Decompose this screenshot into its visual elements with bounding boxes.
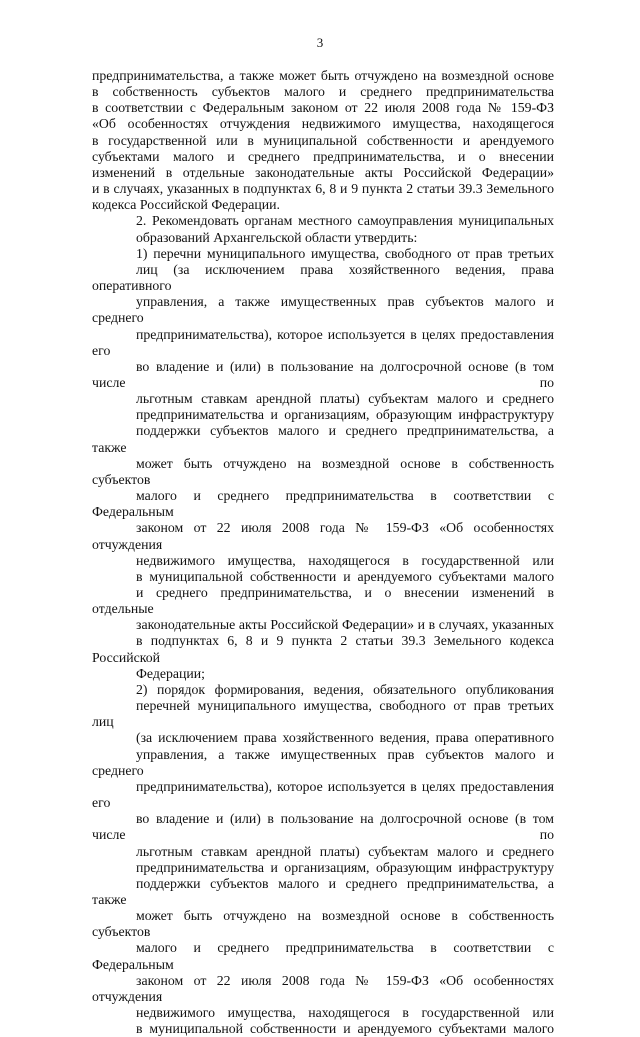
text-line: в соответствии с Федеральным законом от 22 июля 2008 года № 159-ФЗ — [92, 100, 554, 116]
document-body — [92, 68, 554, 1037]
text-line: может быть отчуждено на возмездной основе в собственность субъектов — [92, 908, 554, 940]
text-line: управления, а также имущественных прав субъектов малого и среднего — [92, 294, 554, 326]
text-line: законом от 22 июля 2008 года № 159-ФЗ «Об особенностях отчуждения — [92, 972, 554, 1004]
text-line: субъектами малого и среднего предпринимательства, и о внесении — [92, 148, 554, 164]
text-line: лиц (за исключением права хозяйственного ведения, права оперативного — [92, 261, 554, 294]
text-line: «Об особенностях отчуждения недвижимого имущества, находящегося — [92, 116, 554, 132]
paragraph — [92, 682, 554, 1037]
text-line: Федерации; — [136, 665, 205, 681]
text-line: образований Архангельской области утвердить: — [136, 229, 418, 245]
text-line: в государственной или в муниципальной собственности и арендуемого — [92, 132, 554, 148]
text-line: в подпунктах 6, 8 и 9 пункта 2 статьи 39.3 Земельного кодекса Российской — [92, 633, 554, 665]
text-line: предпринимательства), которое используется в целях предоставления его — [92, 326, 554, 358]
text-line: изменений в отдельные законодательные акты Российской Федерации» — [92, 164, 554, 180]
text-line: законом от 22 июля 2008 года № 159-ФЗ «Об особенностях отчуждения — [92, 520, 554, 552]
text-line: малого и среднего предпринимательства в соответствии с Федеральным — [92, 940, 554, 972]
text-line: недвижимого имущества, находящегося в государственной или — [136, 552, 554, 568]
text-line: управления, а также имущественных прав субъектов малого и среднего — [92, 746, 554, 778]
text-line: 2. Рекомендовать органам местного самоуправления муниципальных — [136, 213, 554, 229]
text-line: льготным ставкам арендной платы) субъектам малого и среднего — [136, 391, 554, 407]
text-line: в собственность субъектов малого и среднего предпринимательства — [92, 84, 554, 100]
text-line: кодекса Российской Федерации. — [92, 197, 280, 213]
text-line: перечней муниципального имущества, свободного от прав третьих лиц — [92, 698, 554, 730]
text-line: предпринимательства и организациям, образующим инфраструктуру — [136, 407, 554, 423]
text-line: поддержки субъектов малого и среднего предпринимательства, а также — [92, 875, 554, 907]
text-line: предпринимательства), которое используется в целях предоставления его — [92, 778, 554, 811]
paragraph — [92, 213, 554, 245]
text-line: 2) порядок формирования, ведения, обязательного опубликования — [136, 681, 554, 697]
text-line: предпринимательства, а также может быть отчуждено на возмездной основе — [92, 68, 554, 83]
text-line: льготным ставкам арендной платы) субъектам малого и среднего — [136, 843, 554, 859]
text-line: малого и среднего предпринимательства в соответствии с Федеральным — [92, 488, 554, 520]
page-number: 3 — [316, 35, 324, 50]
text-line: во владение и (или) в пользование на долгосрочной основе (в том числе по — [92, 358, 554, 390]
text-line: предпринимательства и организациям, образующим инфраструктуру — [136, 859, 554, 875]
paragraph — [92, 68, 554, 213]
text-line: недвижимого имущества, находящегося в государственной или — [136, 1005, 554, 1021]
paragraph — [92, 246, 554, 682]
text-line: 1) перечни муниципального имущества, свободного от прав третьих — [136, 245, 554, 261]
text-line: может быть отчуждено на возмездной основе в собственность субъектов — [92, 455, 554, 487]
text-line: законодательные акты Российской Федерации» и в случаях, указанных — [136, 617, 554, 633]
text-line: (за исключением права хозяйственного ведения, права оперативного — [136, 730, 554, 746]
text-line: в муниципальной собственности и арендуемого субъектами малого — [136, 1021, 554, 1037]
text-line: и в случаях, указанных в подпунктах 6, 8 и 9 пункта 2 статьи 39.3 Земельного — [92, 181, 554, 197]
text-line: во владение и (или) в пользование на долгосрочной основе (в том числе по — [92, 811, 554, 843]
text-line: и среднего предпринимательства, и о внесении изменений в отдельные — [92, 585, 554, 617]
text-line: поддержки субъектов малого и среднего предпринимательства, а также — [92, 423, 554, 455]
text-line: в муниципальной собственности и арендуемого субъектами малого — [136, 568, 554, 584]
